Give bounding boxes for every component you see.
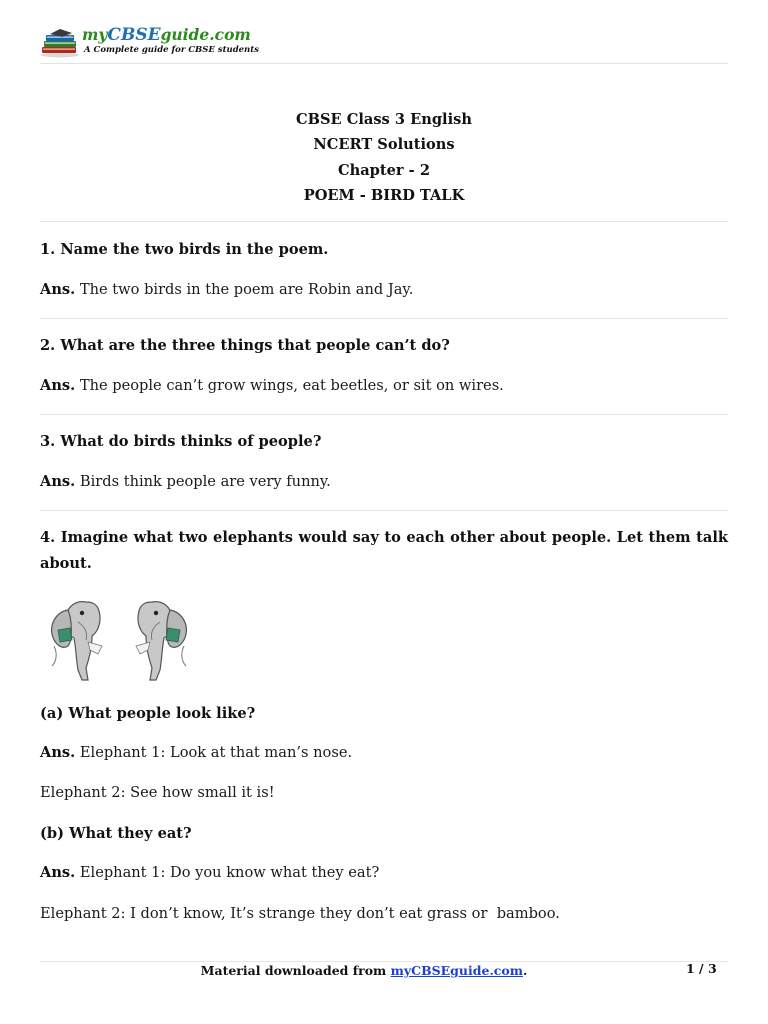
answer-text: The two birds in the poem are Robin and Jay. [75,281,414,298]
answer-a-line-1 [40,742,728,764]
elephants-illustration [46,596,196,684]
logo-tagline: A Complete guide for CBSE students [84,45,259,55]
page-header [40,26,730,62]
document-title [0,107,768,208]
answer-label: Ans. [40,864,76,881]
logo-prefix: my [82,25,108,44]
mycbseguide-logo[interactable] [40,26,270,60]
footer-text: Material downloaded from [200,963,391,978]
footer-note [0,963,728,978]
logo-wordmark [82,25,251,45]
question-2: 2. What are the three things that people can’t do? [40,337,450,354]
elephant-left-icon [52,602,102,680]
subquestion-a: (a) What people look like? [40,705,256,722]
answer-b-line-2: Elephant 2: I don’t know, It’s strange they don’t eat grass or bamboo. [40,905,560,922]
title-line-1: CBSE Class 3 English [296,111,472,128]
section-divider [40,510,728,511]
elephant-right-icon [136,602,186,680]
answer-label: Ans. [40,377,76,394]
subquestion-b: (b) What they eat? [40,825,192,842]
question-4: 4. Imagine what two elephants would say to each other about people. Let them talk about. [40,529,728,572]
books-icon [40,28,82,58]
answer-3 [40,471,728,493]
answer-label: Ans. [40,473,76,490]
logo-suffix: guide.com [160,25,251,44]
logo-brand: CBSE [107,25,161,45]
footer-link[interactable]: myCBSEguide.com [390,963,523,978]
section-divider [40,414,728,415]
header-divider [40,63,728,64]
title-line-2: NCERT Solutions [313,136,455,154]
section-divider [40,221,728,222]
footer-divider [40,961,728,962]
page-number: 1 / 3 [686,961,717,976]
answer-text: The people can’t grow wings, eat beetles, or sit on wires. [75,377,504,394]
question-3: 3. What do birds thinks of people? [40,433,322,450]
answer-text: Elephant 1: Look at that man’s nose. [75,744,353,761]
section-divider [40,318,728,319]
answer-label: Ans. [40,744,76,761]
answer-1 [40,279,728,301]
answer-2 [40,375,728,397]
answer-label: Ans. [40,281,76,298]
answer-text: Birds think people are very funny. [75,473,331,490]
answer-a-line-2: Elephant 2: See how small it is! [40,784,275,801]
answer-b-line-1 [40,862,728,884]
footer-suffix: . [522,963,528,978]
title-line-4: POEM - BIRD TALK [303,186,465,204]
question-1: 1. Name the two birds in the poem. [40,241,329,258]
title-line-3: Chapter - 2 [338,161,430,179]
answer-text: Elephant 1: Do you know what they eat? [75,864,380,881]
